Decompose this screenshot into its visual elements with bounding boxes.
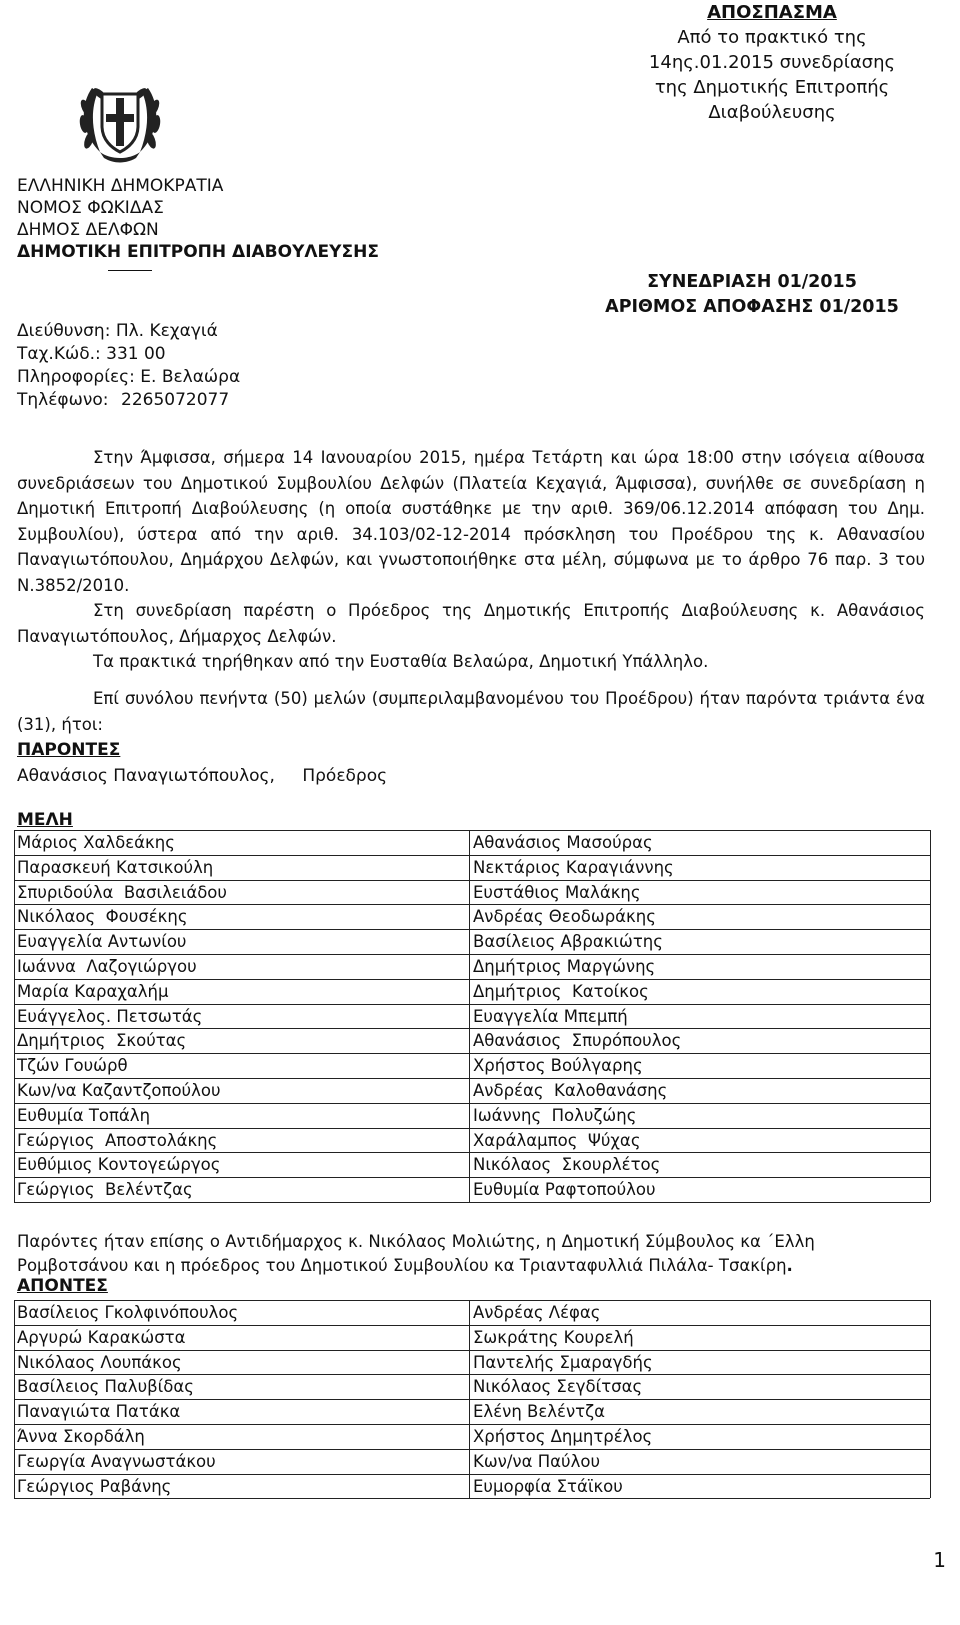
- org-line-2: ΝΟΜΟΣ ΦΩΚΙΔΑΣ: [17, 198, 164, 218]
- absent-name: Νικόλαος Σεγδίτσας: [473, 1377, 643, 1397]
- absent-name: Αργυρώ Καρακώστα: [17, 1327, 186, 1347]
- members-name: Αθανάσιος Σπυρόπουλος: [473, 1031, 682, 1051]
- members-heading: ΜΕΛΗ: [17, 810, 73, 830]
- body-paragraph-1: Στην Άμφισσα, σήμερα 14 Ιανουαρίου 2015, ημέρα Τετάρτη και ώρα 18:00 στην ισόγεια αίθουσα συνεδριάσεων του Δημοτικού Συμβουλίου Δελφών (Πλατεία Κεχαγιά, Άμφισσα), συνήλθε σε συνεδρίαση η Δημοτική Επιτροπή Διαβούλευσης (η οποία συστάθηκε με την αριθ. 369/06.12.2014 απόφαση του Δημ. Συμβουλίου), ύστερα από την αριθ. 34.103/02-12-2014 πρόσκληση του Προέδρου της κ. Αθανασίου Παναγιωτόπουλου, Δημάρχου Δελφών, και γνωστοποιήθηκε στα μέλη, σύμφωνα με το άρθρο 76 παρ. 3 του Ν.3852/2010.: [17, 448, 925, 595]
- members-name: Παρασκευή Κατσικούλη: [17, 857, 214, 877]
- members-name: Νεκτάριος Καραγιάννης: [473, 857, 674, 877]
- absent-name: Γεωργία Αναγνωστάκου: [17, 1451, 216, 1471]
- absent-heading: ΑΠΟΝΤΕΣ: [17, 1276, 108, 1296]
- members-name: Ανδρέας Θεοδωράκης: [473, 907, 656, 927]
- members-name: Γεώργιος Αποστολάκης: [17, 1130, 218, 1150]
- absent-name: Παναγιώτα Πατάκα: [17, 1402, 181, 1422]
- org-line-1: ΕΛΛΗΝΙΚΗ ΔΗΜΟΚΡΑΤΙΑ: [17, 176, 224, 196]
- meeting-session: ΣΥΝΕΔΡΙΑΣΗ 01/2015: [647, 272, 857, 292]
- members-name: Δημήτριος Κατοίκος: [473, 981, 649, 1001]
- members-name: Ευαγγελία Αντωνίου: [17, 932, 187, 952]
- members-name: Ευαγγελία Μπεμπή: [473, 1006, 628, 1026]
- greek-emblem-icon: [70, 60, 170, 172]
- document-title: ΑΠΟΣΠΑΣΜΑ: [707, 2, 837, 23]
- absent-row-line: [14, 1498, 930, 1499]
- meeting-decision: ΑΡΙΘΜΟΣ ΑΠΟΦΑΣΗΣ 01/2015: [605, 297, 899, 317]
- absent-col-line: [469, 1300, 470, 1498]
- members-col-line: [469, 830, 470, 1202]
- members-name: Κων/να Καζαντζοπούλου: [17, 1081, 221, 1100]
- page-number: 1: [933, 1548, 946, 1572]
- members-name: Ευθυμία Ραφτοπούλου: [473, 1180, 656, 1200]
- members-name: Νικόλαος Σκουρλέτος: [473, 1155, 661, 1175]
- body-paragraph-3: Τα πρακτικά τηρήθηκαν από την Ευσταθία Βελαώρα, Δημοτική Υπάλληλο.: [93, 652, 709, 671]
- absent-name: Χρήστος Δημητρέλος: [473, 1427, 653, 1446]
- contact-phone: [17, 389, 240, 412]
- org-line-4: ΔΗΜΟΤΙΚΗ ΕΠΙΤΡΟΠΗ ΔΙΑΒΟΥΛΕΥΣΗΣ: [17, 242, 379, 262]
- absent-row-line: [14, 1424, 930, 1425]
- members-name: Δημήτριος Σκούτας: [17, 1031, 187, 1051]
- members-col-line: [14, 830, 15, 1202]
- members-name: Χαράλαμπος Ψύχας: [473, 1130, 641, 1150]
- extra-present-paragraph: [17, 1230, 925, 1278]
- president-role: Πρόεδρος: [302, 766, 388, 786]
- contact-block: [17, 320, 240, 412]
- president-line: [17, 766, 387, 786]
- extra-present-text: Παρόντες ήταν επίσης ο Αντιδήμαρχος κ. Νικόλαος Μολιώτης, η Δημοτική Σύμβουλος κα ΄Ελλη Ρομβοτσάνου και η πρόεδρος του Δημοτικού Συμβουλίου κα Τριανταφυλλιά Πιλάλα- Τσακίρη: [17, 1232, 815, 1275]
- absent-name: Βασίλειος Γκολφινόπουλος: [17, 1303, 239, 1322]
- body-text: [17, 445, 925, 675]
- members-name: Ευθύμιος Κοντογεώργος: [17, 1155, 221, 1175]
- present-heading: ΠΑΡΟΝΤΕΣ: [17, 740, 121, 760]
- members-name: Χρήστος Βούλγαρης: [473, 1056, 643, 1076]
- header-line-2: της Δημοτικής Επιτροπής Διαβούλευσης: [654, 77, 890, 123]
- members-row-line: [14, 1053, 930, 1054]
- absent-name: Ανδρέας Λέφας: [473, 1303, 601, 1322]
- org-line-3: ΔΗΜΟΣ ΔΕΛΦΩΝ: [17, 220, 159, 240]
- members-table: [14, 830, 930, 1203]
- members-name: Γεώργιος Βελέντζας: [17, 1180, 193, 1200]
- meeting-block: [582, 270, 922, 320]
- president-name: Αθανάσιος Παναγιωτόπουλος,: [17, 766, 275, 786]
- body-paragraph-2: Στη συνεδρίαση παρέστη ο Πρόεδρος της Δημοτικής Επιτροπής Διαβούλευσης κ. Αθανάσιος Παναγιωτόπουλος, Δήμαρχος Δελφών.: [17, 601, 925, 646]
- members-row-line: [14, 1202, 930, 1203]
- members-name: Ανδρέας Καλοθανάσης: [473, 1081, 668, 1100]
- absent-name: Παντελής Σμαραγδής: [473, 1352, 653, 1372]
- extra-present-end: .: [786, 1256, 793, 1275]
- members-name: Μάριος Χαλδεάκης: [17, 833, 175, 852]
- members-name: Τζών Γουώρθ: [17, 1056, 128, 1076]
- header-line-1: Από το πρακτικό της 14ης.01.2015 συνεδρίασης: [648, 27, 896, 73]
- phone-label: Τηλέφωνο:: [17, 390, 109, 410]
- members-name: Βασίλειος Αβρακιώτης: [473, 932, 663, 952]
- absent-name: Βασίλειος Παλυβίδας: [17, 1377, 194, 1397]
- members-name: Δημήτριος Μαργώνης: [473, 957, 656, 976]
- members-name: Ευθυμία Τοπάλη: [17, 1105, 151, 1125]
- members-name: Ιωάννης Πολυζώης: [473, 1105, 637, 1125]
- members-col-line: [930, 830, 931, 1202]
- absent-name: Ευμορφία Στάϊκου: [473, 1476, 623, 1496]
- absent-col-line: [14, 1300, 15, 1498]
- members-name: Αθανάσιος Μασούρας: [473, 833, 653, 852]
- members-name: Σπυριδούλα Βασιλειάδου: [17, 882, 227, 902]
- members-name: Ευάγγελος. Πετσωτάς: [17, 1006, 203, 1026]
- members-name: Ευστάθιος Μαλάκης: [473, 882, 641, 902]
- separator-line: [108, 270, 152, 271]
- organization-block: [17, 175, 379, 263]
- absent-name: Σωκράτης Κουρελή: [473, 1327, 634, 1347]
- contact-address: Διεύθυνση: Πλ. Κεχαγιά: [17, 321, 218, 341]
- absent-table: [14, 1300, 930, 1499]
- absent-name: Γεώργιος Ραβάνης: [17, 1476, 172, 1496]
- members-name: Ιωάννα Λαζογιώργου: [17, 957, 197, 976]
- members-name: Νικόλαος Φουσέκης: [17, 907, 188, 927]
- absent-name: Νικόλαος Λουπάκος: [17, 1352, 182, 1372]
- absent-name: Κων/να Παύλου: [473, 1451, 600, 1471]
- document-header: [612, 0, 932, 125]
- contact-info: Πληροφορίες: Ε. Βελαώρα: [17, 367, 241, 387]
- members-name: Μαρία Καραχαλήμ: [17, 981, 169, 1001]
- phone-value: 2265072077: [121, 390, 230, 410]
- contact-postcode: Ταχ.Κώδ.: 331 00: [17, 344, 166, 364]
- absent-name: Ελένη Βελέντζα: [473, 1402, 605, 1422]
- absent-name: Άννα Σκορδάλη: [17, 1427, 145, 1446]
- absent-col-line: [930, 1300, 931, 1498]
- quorum-paragraph: Επί συνόλου πενήντα (50) μελών (συμπεριλαμβανομένου του Προέδρου) ήταν παρόντα τριάντα ένα (31), ήτοι:: [17, 689, 925, 734]
